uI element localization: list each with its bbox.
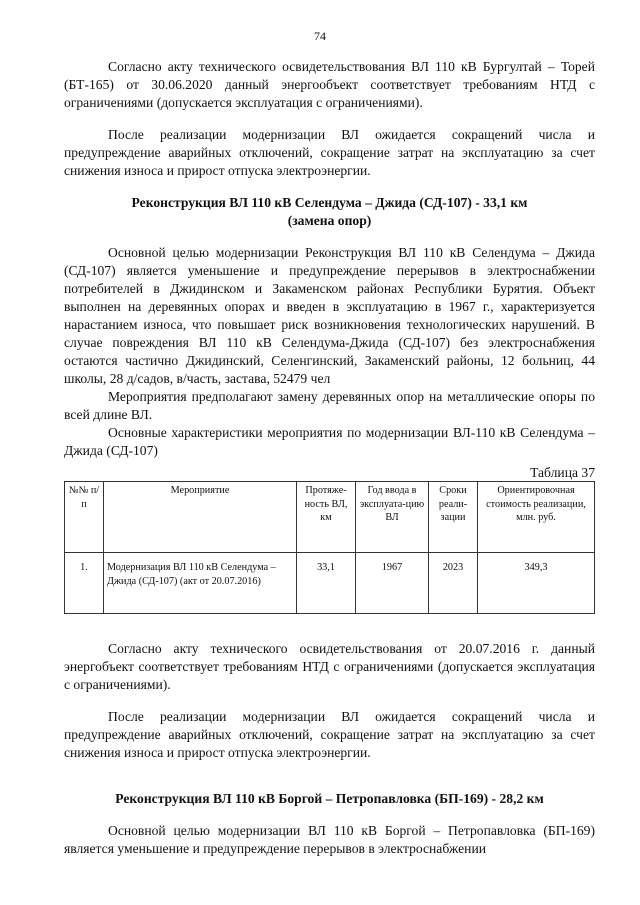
- section-heading-sd107-line2: (замена опор): [287, 213, 372, 228]
- table-row: [65, 553, 595, 614]
- col-header-length: Протяже-ность ВЛ, км: [297, 482, 356, 553]
- paragraph-act-bt165: Согласно акту технического освидетельствования ВЛ 110 кВ Бургултай – Торей (БТ-165) от 30.06.2020 данный энергообъект соответствует требованиям НТД с ограничениями (допускается эксплуатация с ограничениями).: [64, 59, 595, 110]
- col-header-terms: Сроки реали-зации: [429, 482, 478, 553]
- col-header-commission-year: Год ввода в эксплуата-цию ВЛ: [356, 482, 429, 553]
- cell-number: 1.: [65, 553, 104, 614]
- section-heading-sd107-line1: Реконструкция ВЛ 110 кВ Селендума – Джида (СД-107) - 33,1 км: [131, 195, 528, 210]
- cell-measure: Модернизация ВЛ 110 кВ Селендума – Джида (СД-107) (акт от 20.07.2016): [104, 553, 297, 614]
- paragraph-act-sd107: Согласно акту технического освидетельствования от 20.07.2016 г. данный энергобъект соответствует требованиям НТД с ограничениями (допускается эксплуатация с ограничениями).: [64, 641, 595, 692]
- table-caption: Таблица 37: [530, 465, 595, 480]
- paragraph-goal-sd107: Основной целью модернизации Реконструкция ВЛ 110 кВ Селендума – Джида (СД-107) является уменьшение и предупреждение перерывов в электроснабжении потребителей в Джидинском и Закаменском районах Республики Бурятия. Объект выполнен на деревянных опорах и введен в эксплуатацию в 1967 г., характеризуется нарастанием износа, что повышает риск возникновения технологических нарушений. В случае повреждения ВЛ 110 кВ Селендума-Джида (СД-107) без электроснабжения остаются частично Джидинский, Селенгинский, Закаменский районы, 12 больниц, 44 школы, 28 д/садов, в/часть, застава, 52479 чел: [64, 245, 595, 386]
- paragraph-modernization-effect-1: После реализации модернизации ВЛ ожидается сокращений числа и предупреждение аварийных отключений, сокращение затрат на эксплуатацию за счет снижения износа и прирост отпуска электроэнергии.: [64, 127, 595, 178]
- section-heading-bp169: Реконструкция ВЛ 110 кВ Боргой – Петропавловка (БП-169) - 28,2 км: [115, 791, 544, 806]
- paragraph-goal-bp169: Основной целью модернизации ВЛ 110 кВ Боргой – Петропавловка (БП-169) является уменьшение и предупреждение перерывов в электроснабжении: [64, 823, 595, 856]
- document-body: [64, 58, 595, 858]
- col-header-cost: Ориентировочная стоимость реализации, млн. руб.: [478, 482, 595, 553]
- page-number: 74: [314, 29, 326, 43]
- col-header-measure: Мероприятие: [104, 482, 297, 553]
- col-header-number: №№ п/п: [65, 482, 104, 553]
- section-heading-sd107: [64, 194, 595, 230]
- paragraph-characteristics-intro: Основные характеристики мероприятия по модернизации ВЛ-110 кВ Селендума – Джида (СД-107): [64, 425, 595, 458]
- cell-commission-year: 1967: [356, 553, 429, 614]
- paragraph-measures: Мероприятия предполагают замену деревянных опор на металлические опоры по всей длине ВЛ.: [64, 389, 595, 422]
- cell-length: 33,1: [297, 553, 356, 614]
- paragraph-modernization-effect-2: После реализации модернизации ВЛ ожидается сокращений числа и предупреждение аварийных отключений, сокращение затрат на эксплуатацию за счет снижения износа и прирост отпуска электроэнергии.: [64, 709, 595, 760]
- cell-terms: 2023: [429, 553, 478, 614]
- characteristics-table: [64, 481, 595, 614]
- table-header-row: [65, 482, 595, 553]
- cell-cost: 349,3: [478, 553, 595, 614]
